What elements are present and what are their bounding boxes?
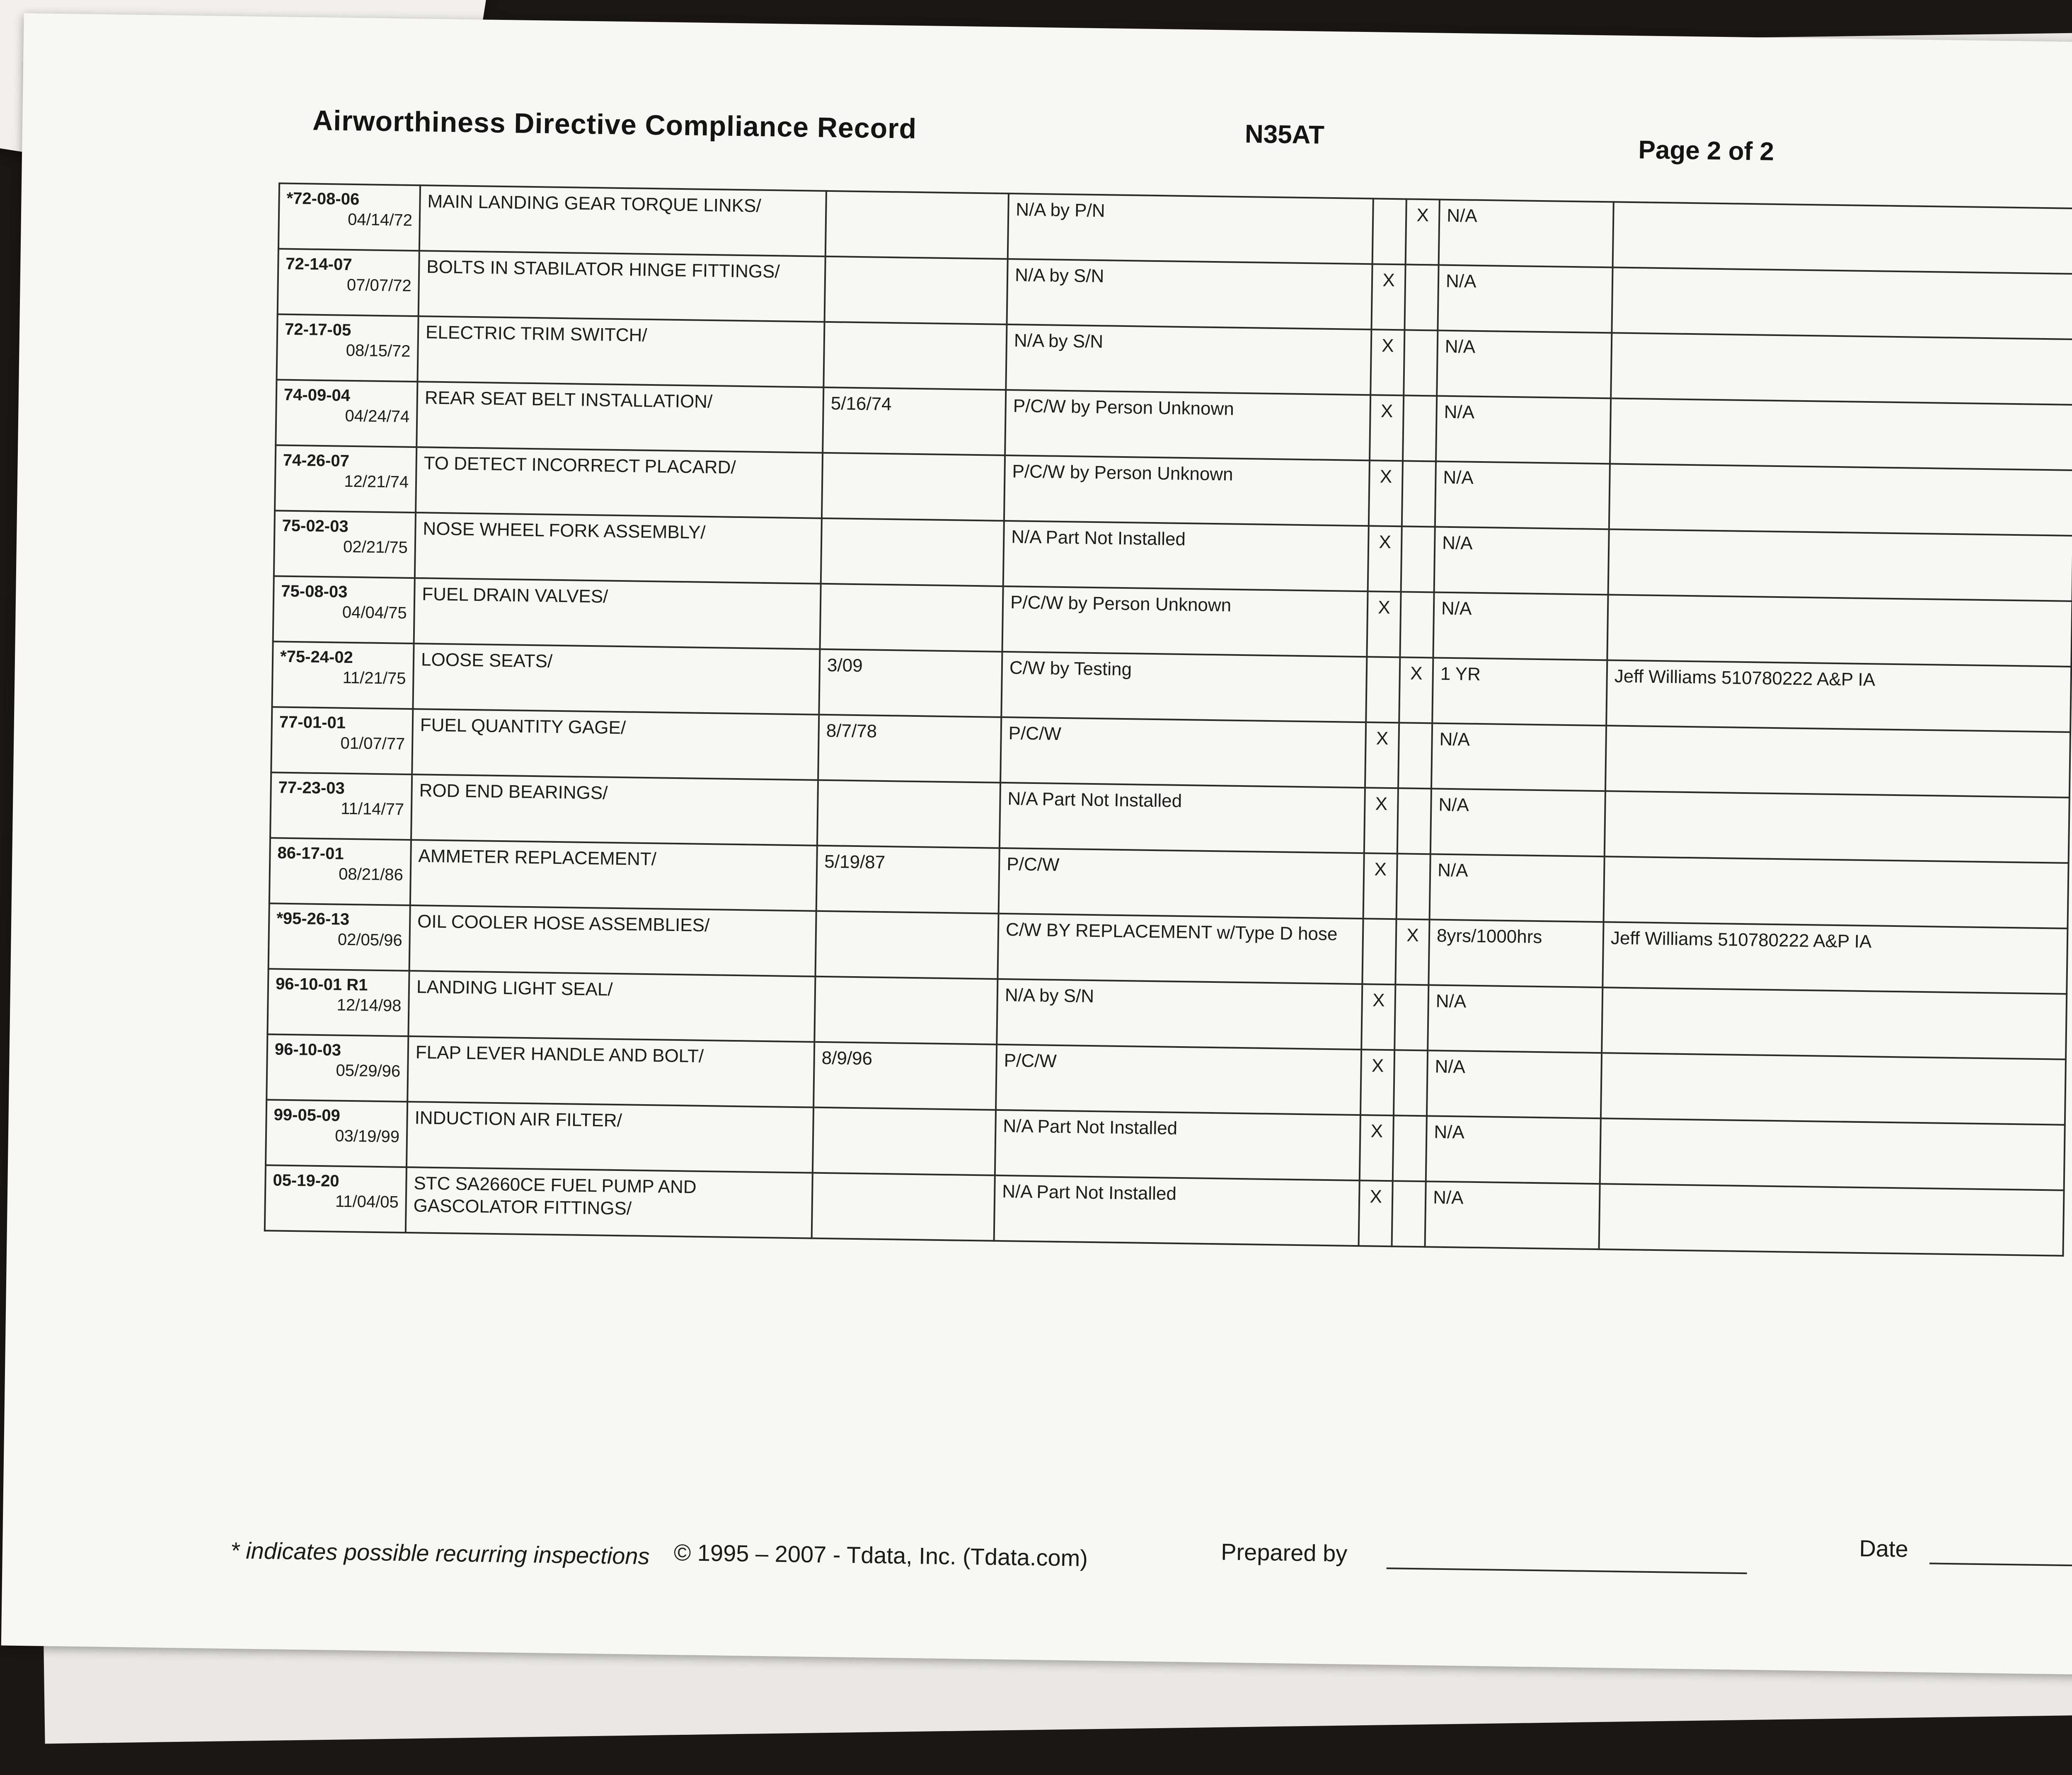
one-time-mark-cell: X [1370,395,1404,461]
ad-table-container [264,182,2072,1256]
one-time-mark-cell: X [1370,329,1404,395]
ad-number-cell [273,576,415,643]
ad-number: 74-26-07 [283,451,350,470]
compliance-method-cell: N/A Part Not Installed [1003,521,1369,591]
recurring-mark-cell [1397,788,1431,854]
one-time-mark-cell [1362,919,1396,984]
one-time-mark-cell [1366,657,1400,723]
ad-effective-date: 04/04/75 [342,603,407,622]
ad-subject-cell: ELECTRIC TRIM SWITCH/ [417,316,824,387]
ad-number: 75-08-03 [281,582,348,601]
compliance-method-cell: C/W by Testing [1001,652,1367,722]
prepared-by-line [1387,1567,1747,1574]
ad-number-cell [276,314,418,382]
recurring-mark-cell [1394,1050,1428,1116]
compliance-method-cell: P/C/W [999,848,1364,919]
recurring-interval-cell: N/A [1439,200,1614,268]
recurring-mark-cell [1404,264,1438,330]
signature-cell: Jeff Williams 510780222 A&P IA [1602,922,2067,994]
ad-effective-date: 02/21/75 [343,537,408,557]
recurring-interval-cell: 8yrs/1000hrs [1428,919,1603,987]
page-number: Page 2 of 2 [1638,135,1774,166]
ad-effective-date: 11/14/77 [341,799,404,819]
recurring-mark-cell [1393,1115,1427,1181]
one-time-mark-cell: X [1363,853,1397,919]
one-time-mark-cell: X [1361,984,1395,1050]
ad-effective-date: 12/21/74 [344,472,409,491]
compliance-date-cell [814,977,997,1045]
one-time-mark-cell: X [1365,722,1399,788]
compliance-method-cell: P/C/W by Person Unknown [1002,586,1368,657]
signature-cell [1599,1184,2064,1256]
one-time-mark-cell: X [1369,460,1403,526]
ad-subject-cell: LANDING LIGHT SEAL/ [408,971,815,1042]
ad-subject-cell: FUEL QUANTITY GAGE/ [412,709,819,780]
recurring-interval-cell: N/A [1433,592,1608,660]
recurring-mark-cell: X [1395,919,1429,985]
signature-cell [1611,333,2072,405]
footer-note: * indicates possible recurring inspections [230,1537,650,1569]
ad-number: 99-05-09 [274,1105,341,1125]
date-line [1929,1562,2072,1566]
recurring-interval-cell: 1 YR [1432,658,1607,725]
ad-subject-cell: NOSE WHEEL FORK ASSEMBLY/ [415,513,822,584]
compliance-date-cell: 8/7/78 [818,715,1001,783]
ad-subject-cell: LOOSE SEATS/ [413,643,820,715]
ad-number-cell [266,1034,408,1102]
ad-effective-date: 12/14/98 [336,996,402,1015]
compliance-method-cell: C/W BY REPLACEMENT w/Type D hose [997,914,1363,984]
signature-cell [1608,529,2072,601]
compliance-date-cell [817,780,1000,848]
ad-number: 77-01-01 [279,713,346,732]
ad-effective-date: 01/07/77 [340,734,405,753]
ad-effective-date: 11/04/05 [335,1192,399,1212]
ad-number-cell [269,903,410,971]
compliance-date-cell [813,1108,996,1175]
signature-cell [1602,987,2067,1059]
signature-cell [1613,202,2072,274]
ad-number: 96-10-01 R1 [275,975,368,994]
tail-number: N35AT [1244,119,1325,150]
compliance-method-cell: N/A by P/N [1008,193,1373,264]
recurring-mark-cell [1401,526,1435,592]
one-time-mark-cell: X [1367,591,1401,657]
ad-number-cell [278,183,420,251]
ad-number: 72-17-05 [284,320,351,339]
compliance-date-cell [823,322,1007,390]
ad-number: 74-09-04 [283,385,351,405]
document-sheet [1,13,2072,1677]
ad-subject-cell: FUEL DRAIN VALVES/ [414,578,821,649]
ad-number-cell [275,445,416,513]
recurring-interval-cell: N/A [1428,985,1602,1053]
signature-cell [1610,398,2072,470]
ad-effective-date: 04/24/74 [345,406,410,426]
recurring-mark-cell [1398,723,1432,788]
signature-cell [1607,595,2072,667]
one-time-mark-cell: X [1360,1050,1394,1115]
ad-effective-date: 08/15/72 [346,341,411,360]
compliance-date-cell [821,518,1004,586]
compliance-date-cell [825,256,1008,324]
compliance-date-cell [815,911,998,979]
compliance-method-cell: N/A Part Not Installed [995,1110,1360,1180]
ad-effective-date: 11/21/75 [342,668,406,688]
one-time-mark-cell: X [1364,788,1398,854]
compliance-method-cell: P/C/W by Person Unknown [1004,455,1370,526]
compliance-date-cell [812,1173,995,1241]
one-time-mark-cell: X [1371,264,1405,330]
recurring-mark-cell [1394,984,1428,1050]
ad-number-cell [269,838,411,905]
compliance-method-cell: N/A Part Not Installed [994,1175,1360,1246]
recurring-interval-cell: N/A [1438,265,1612,333]
compliance-date-cell: 5/16/74 [823,387,1006,455]
recurring-mark-cell [1400,592,1434,658]
ad-effective-date: 07/07/72 [346,276,411,295]
recurring-mark-cell [1402,461,1436,527]
recurring-mark-cell [1404,330,1438,396]
ad-compliance-table [264,182,2072,1256]
ad-effective-date: 05/29/96 [336,1061,401,1081]
signature-cell [1600,1118,2065,1190]
recurring-mark-cell [1392,1181,1426,1247]
ad-subject-cell: AMMETER REPLACEMENT/ [410,840,817,911]
recurring-mark-cell: X [1399,657,1433,723]
ad-number: 05-19-20 [273,1171,339,1190]
ad-number: 75-02-03 [282,516,349,536]
ad-subject-cell: TO DETECT INCORRECT PLACARD/ [416,447,823,518]
signature-cell [1609,464,2072,536]
ad-subject-cell: ROD END BEARINGS/ [411,774,818,846]
compliance-method-cell: N/A Part Not Installed [1000,783,1365,853]
recurring-interval-cell: N/A [1435,461,1610,529]
ad-effective-date: 04/14/72 [347,210,413,230]
recurring-interval-cell: N/A [1437,331,1612,399]
ad-number-cell [271,707,413,774]
ad-subject-cell: MAIN LANDING GEAR TORQUE LINKS/ [419,185,826,256]
signature-cell [1605,725,2070,798]
one-time-mark-cell: X [1360,1115,1394,1181]
ad-number: 77-23-03 [278,778,345,798]
recurring-interval-cell: N/A [1425,1181,1600,1249]
ad-subject-cell: REAR SEAT BELT INSTALLATION/ [416,382,823,453]
ad-number: *75-24-02 [280,647,353,667]
ad-subject-cell: STC SA2660CE FUEL PUMP AND GASCOLATOR FITTINGS/ [406,1167,813,1238]
footer-copyright: © 1995 – 2007 - Tdata, Inc. (Tdata.com) [673,1539,1088,1571]
compliance-method-cell: N/A by S/N [1007,259,1372,329]
recurring-interval-cell: N/A [1427,1050,1602,1118]
compliance-date-cell [820,584,1003,652]
ad-number: 72-14-07 [286,254,352,274]
recurring-interval-cell: N/A [1434,527,1609,595]
ad-number: *95-26-13 [276,909,350,929]
ad-subject-cell: INDUCTION AIR FILTER/ [407,1102,813,1173]
ad-number-cell [265,1165,407,1233]
signature-cell [1612,267,2072,339]
one-time-mark-cell: X [1359,1180,1393,1246]
date-label: Date [1859,1535,1909,1562]
ad-subject-cell: OIL COOLER HOSE ASSEMBLIES/ [409,905,816,977]
ad-number: *72-08-06 [286,189,360,209]
recurring-mark-cell: X [1406,199,1440,265]
signature-cell [1605,791,2070,863]
compliance-date-cell: 5/19/87 [816,846,1000,914]
recurring-interval-cell: N/A [1426,1116,1601,1184]
compliance-method-cell: P/C/W [996,1045,1361,1115]
ad-effective-date: 02/05/96 [337,930,402,950]
ad-table-body [265,183,2072,1255]
one-time-mark-cell [1372,198,1406,264]
one-time-mark-cell: X [1368,526,1402,592]
compliance-date-cell [825,191,1009,259]
ad-number-cell [272,641,414,709]
ad-number-cell [266,1100,407,1167]
compliance-date-cell: 8/9/96 [813,1042,997,1110]
signature-cell [1604,856,2069,929]
recurring-mark-cell [1403,395,1437,461]
ad-number: 96-10-03 [274,1040,341,1059]
compliance-method-cell: N/A by S/N [997,979,1362,1050]
compliance-method-cell: N/A by S/N [1006,324,1371,395]
ad-number-cell [270,772,412,840]
ad-effective-date: 08/21/86 [338,865,404,884]
compliance-method-cell: P/C/W by Person Unknown [1005,390,1370,460]
ad-number: 86-17-01 [277,844,344,863]
ad-number-cell [274,510,416,578]
recurring-interval-cell: N/A [1436,396,1611,464]
ad-number-cell [276,380,417,447]
compliance-method-cell: P/C/W [1000,717,1366,788]
recurring-interval-cell: N/A [1431,723,1606,791]
recurring-interval-cell: N/A [1431,788,1605,856]
ad-effective-date: 03/19/99 [335,1127,400,1146]
ad-number-cell [278,249,419,316]
prepared-by-label: Prepared by [1220,1538,1348,1567]
ad-subject-cell: BOLTS IN STABILATOR HINGE FITTINGS/ [419,251,825,322]
ad-subject-cell: FLAP LEVER HANDLE AND BOLT/ [407,1036,814,1108]
signature-cell: Jeff Williams 510780222 A&P IA [1606,660,2071,732]
signature-cell [1601,1053,2066,1125]
compliance-date-cell: 3/09 [819,649,1002,717]
recurring-interval-cell: N/A [1430,854,1605,922]
recurring-mark-cell [1397,854,1431,919]
ad-number-cell [267,969,409,1036]
compliance-date-cell [822,453,1005,521]
page-title: Airworthiness Directive Compliance Record [312,104,917,145]
